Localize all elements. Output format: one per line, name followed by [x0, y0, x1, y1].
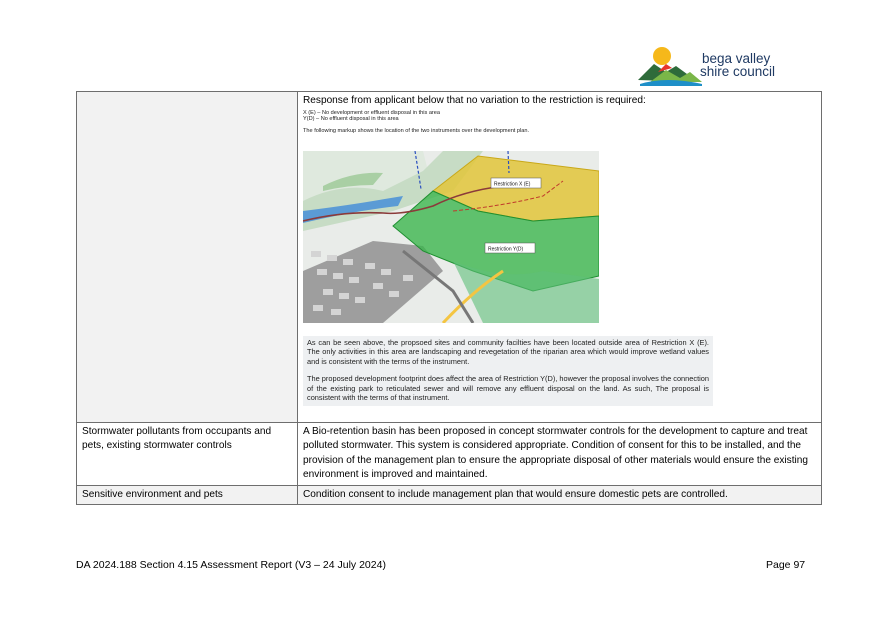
embedded-document: [303, 109, 709, 420]
footer-document-title: DA 2024.188 Section 4.15 Assessment Report (V3 – 24 July 2024): [76, 559, 386, 571]
table-cell-issue: Stormwater pollutants from occupants and pets, existing stormwater controls: [77, 422, 298, 485]
embedded-paragraph-1: As can be seen above, the propsoed sites and community facilties have been located outside area of Restriction X (E). The only activities in this area are landscaping and revegetation of the riparian area which would improve wetland values and is consistent with the terms of the instrument.: [307, 337, 709, 366]
logo-text-line2: shire council: [700, 64, 776, 79]
table-cell-issue: Sensitive environment and pets: [77, 485, 298, 505]
assessment-table: [76, 91, 822, 505]
embedded-paragraph-2: The proposed development footprint does affect the area of Restriction Y(D), however the proposal involves the connection of the existing park to reticulated sewer and will remove any effluent disposal on the land. As such, The proposal is consistent with the terms of that instrument.: [307, 374, 709, 403]
embedded-paragraphs: [303, 336, 713, 407]
map-label-restriction-y: Restriction Y(D): [488, 246, 524, 252]
table-row: [77, 92, 822, 423]
table-cell-response: Condition consent to include management plan that would ensure domestic pets are controlled.: [298, 485, 822, 505]
embedded-line3: The following markup shows the location of the two instruments over the development plan.: [303, 128, 530, 135]
map-label-restriction-x: Restriction X (E): [494, 181, 531, 187]
response-intro: Response from applicant below that no variation to the restriction is required:: [303, 95, 646, 106]
footer-page-number: Page 97: [766, 559, 806, 571]
table-cell-response: A Bio-retention basin has been proposed in concept stormwater controls for the development to capture and treat polluted stormwater. This system is considered appropriate. Condition of consent for this to be installed, and the provision of the management plan to ensure the appropriate disposal of other materials would ensure the existing environment is improved and maintained.: [298, 422, 822, 485]
embedded-line2: Y(D) – No effluent disposal in this area: [303, 115, 399, 122]
map-graphic: [303, 151, 599, 323]
table-cell-issue: [77, 92, 298, 423]
table-row: [77, 485, 822, 505]
table-cell-response: [298, 92, 822, 423]
logo-text-line1: bega valley: [702, 51, 771, 66]
embedded-line1: X (E) – No development or effluent disposal in this area: [303, 109, 441, 116]
restriction-map: [303, 151, 599, 323]
table-row: [77, 422, 822, 485]
